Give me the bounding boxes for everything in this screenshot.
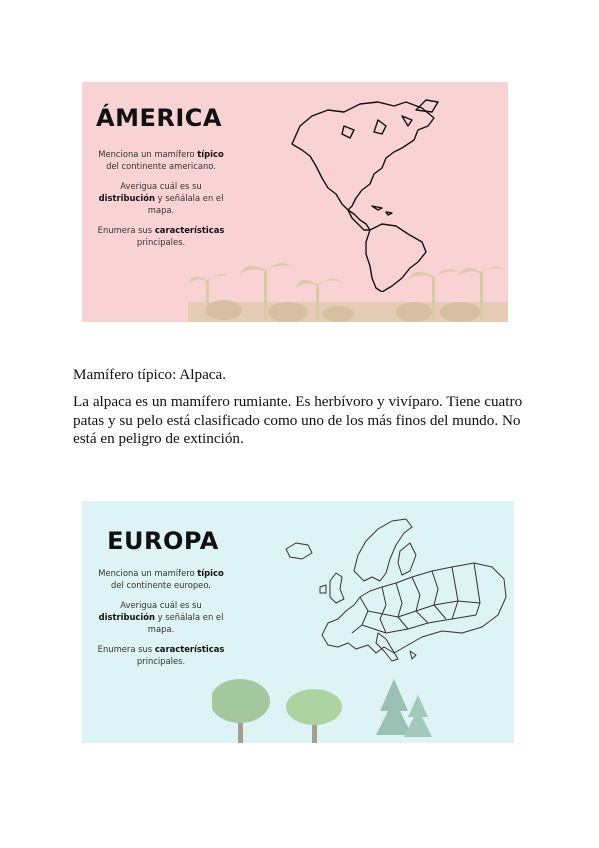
trees-decoration [212,671,442,743]
europa-card [82,501,514,743]
europa-prompt-2: Averigua cuál es su distribución y señálala en el mapa. [98,600,224,634]
america-prompt-1: Menciona un mamífero típico del continente americano. [98,149,224,171]
europa-prompts [96,567,226,675]
america-prompt-2: Averigua cuál es su distribución y señálala en el mapa. [98,181,224,215]
europa-title: EUROPA [107,527,219,555]
america-title: ÁMERICA [96,104,222,132]
america-prompts [96,148,226,256]
america-prompt-3: Enumera sus características principales. [97,225,225,247]
america-card [82,82,508,322]
europa-prompt-3: Enumera sus características principales. [97,644,225,666]
europa-prompt-1: Menciona un mamífero típico del continente europeo. [98,568,224,590]
alpaca-description: La alpaca es un mamífero rumiante. Es herbívoro y vivíparo. Tiene cuatro patas y su pelo está clasificado como uno de los más finos del mundo. No está en peligro de extinción. [73,393,523,447]
europe-map [282,515,510,665]
typical-mammal-answer: Mamífero típico: Alpaca. [73,366,227,383]
palm-trees-decoration [188,262,508,322]
